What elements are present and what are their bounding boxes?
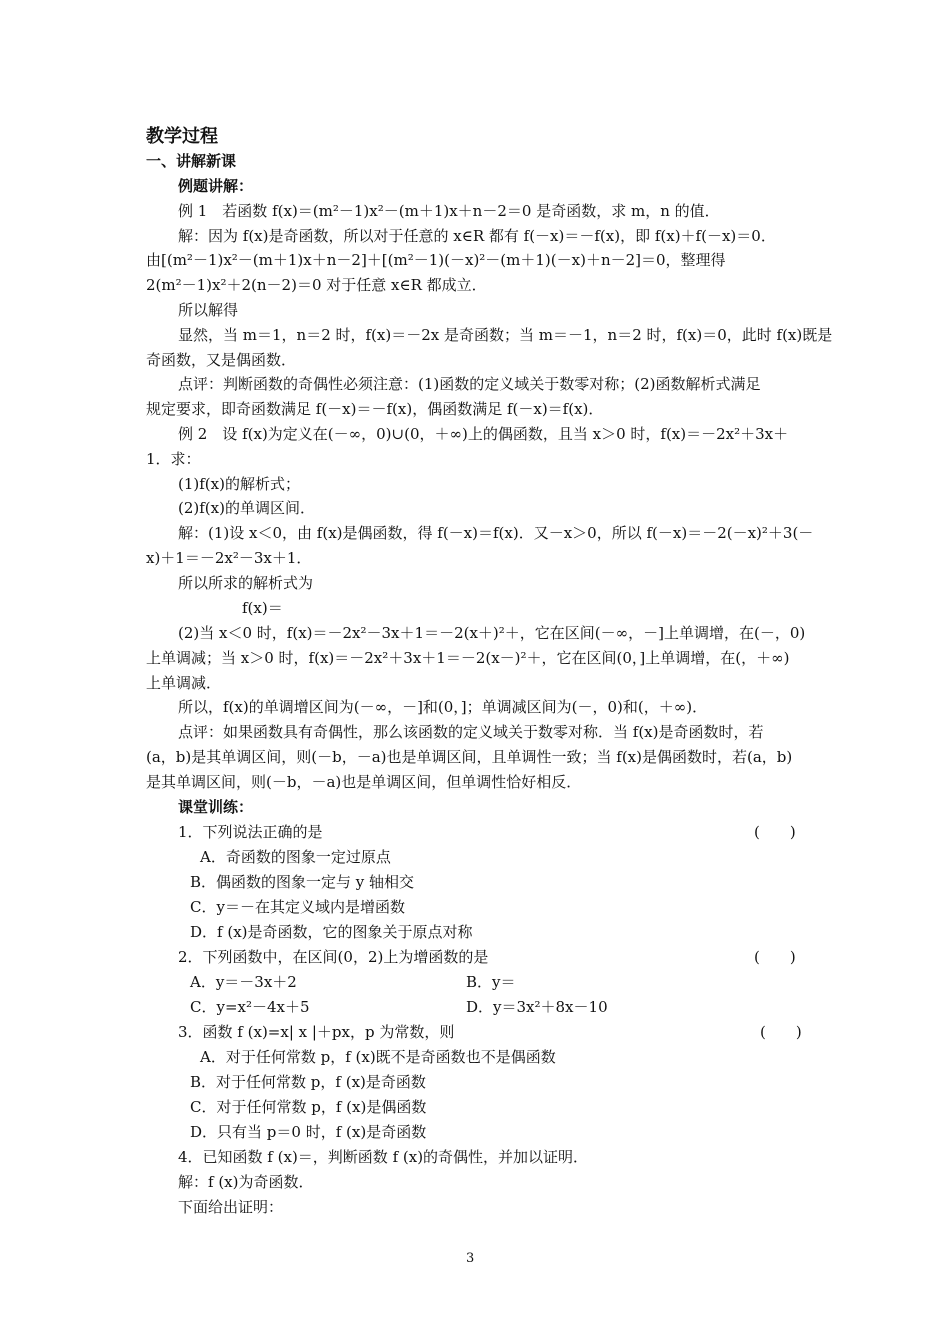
option-b: B．偶函数的图象一定与 y 轴相交 [190,873,415,891]
question-solution-line: 解：f (x)为奇函数． [178,1173,314,1191]
practice-heading: 课堂训练： [178,798,254,816]
example1-line: 由[(m²－1)x²－(m＋1)x＋n－2]＋[(m²－1)(－x)²－(m＋1)(－x)＋n－2]＝0，整理得 [146,251,726,269]
section-heading: 一、讲解新课 [146,152,237,170]
comment-line: 点评：如果函数具有奇偶性，那么该函数的定义域关于数零对称．当 f(x)是奇函数时，若 [178,723,764,741]
question-stem: 1．下列说法正确的是 [178,823,323,841]
example2-line: 1．求： [146,450,201,468]
option-d: D．只有当 p＝0 时，f (x)是奇函数 [190,1123,427,1141]
example2-line: 例 2 设 f(x)为定义在(－∞，0)∪(0，＋∞)上的偶函数，且当 x＞0 时，f(x)＝－2x²＋3x＋ [178,425,789,443]
comment-line: (a，b)是其单调区间，则(－b，－a)也是单调区间，且单调性一致；当 f(x)是偶函数时，若(a，b) [146,748,793,766]
comment-line: 是其单调区间，则(－b，－a)也是单调区间，但单调性恰好相反． [146,773,582,791]
example2-solution-line: 所以，f(x)的单调增区间为(－∞，－]和(0，]；单调减区间为(－，0)和(，＋∞)． [178,698,708,716]
question-stem: 3．函数 f (x)=x| x |＋px，p 为常数，则 [178,1023,455,1041]
option-c: C．y=x²－4x＋5 [190,998,310,1016]
answer-bracket: ( ) [754,823,796,841]
example2-solution-line: 上单调减． [146,674,222,692]
page-number: 3 [466,1251,475,1266]
example2-question: (2)f(x)的单调区间． [178,499,315,517]
example2-solution-line: 所以所求的解析式为 [178,574,314,592]
comment-line: 规定要求，即奇函数满足 f(－x)＝－f(x)，偶函数满足 f(－x)＝f(x)． [146,400,604,418]
page-title: 教学过程 [146,126,218,147]
examples-heading: 例题讲解： [178,177,254,195]
example2-question: (1)f(x)的解析式； [178,475,300,493]
example1-line: 解：因为 f(x)是奇函数，所以对于任意的 x∈R 都有 f(－x)＝－f(x)，即 f(x)＋f(－x)＝0． [178,227,776,245]
option-a: A．对于任何常数 p，f (x)既不是奇函数也不是偶函数 [200,1048,556,1066]
option-d: D．y＝3x²＋8x－10 [466,998,608,1016]
answer-bracket: ( ) [760,1023,802,1041]
example2-solution-line: (2)当 x＜0 时，f(x)＝－2x²－3x＋1＝－2(x＋)²＋，它在区间(－∞，－]上单调增，在(－，0) [178,624,806,642]
option-c: C．对于任何常数 p，f (x)是偶函数 [190,1098,427,1116]
answer-bracket: ( ) [754,948,796,966]
question-stem: 2．下列函数中，在区间(0，2)上为增函数的是 [178,948,489,966]
question-solution-line: 下面给出证明： [178,1198,284,1216]
option-c: C．y＝－在其定义域内是增函数 [190,898,405,916]
piecewise-formula: f(x)＝ [242,599,283,617]
example2-solution-line: 上单调减；当 x＞0 时，f(x)＝－2x²＋3x＋1＝－2(x－)²＋，它在区间(0，]上单调增，在(，＋∞) [146,649,790,667]
example1-line: 显然，当 m＝1，n＝2 时，f(x)＝－2x 是奇函数；当 m＝－1，n＝2 时，f(x)＝0，此时 f(x)既是 [178,326,833,344]
option-a: A．奇函数的图象一定过原点 [200,848,391,866]
example2-solution-line: x)＋1＝－2x²－3x＋1． [146,549,312,567]
example1-line: 2(m²－1)x²＋2(n－2)＝0 对于任意 x∈R 都成立． [146,276,487,294]
question-stem: 4．已知函数 f (x)＝，判断函数 f (x)的奇偶性，并加以证明． [178,1148,589,1166]
example1-line: 例 1 若函数 f(x)＝(m²－1)x²－(m＋1)x＋n－2＝0 是奇函数，求 m，n 的值． [178,202,720,220]
example1-line: 奇函数，又是偶函数． [146,351,297,369]
option-a: A．y＝－3x＋2 [190,973,297,991]
example1-line: 所以解得 [178,301,239,319]
example2-solution-line: 解：(1)设 x＜0，由 f(x)是偶函数，得 f(－x)＝f(x)．又－x＞0，所以 f(－x)＝－2(－x)²＋3(－ [178,524,814,542]
option-d: D．f (x)是奇函数，它的图象关于原点对称 [190,923,473,941]
comment-line: 点评：判断函数的奇偶性必须注意：(1)函数的定义域关于数零对称；(2)函数解析式满足 [178,375,761,393]
option-b: B．y＝ [466,973,516,991]
option-b: B．对于任何常数 p，f (x)是奇函数 [190,1073,426,1091]
